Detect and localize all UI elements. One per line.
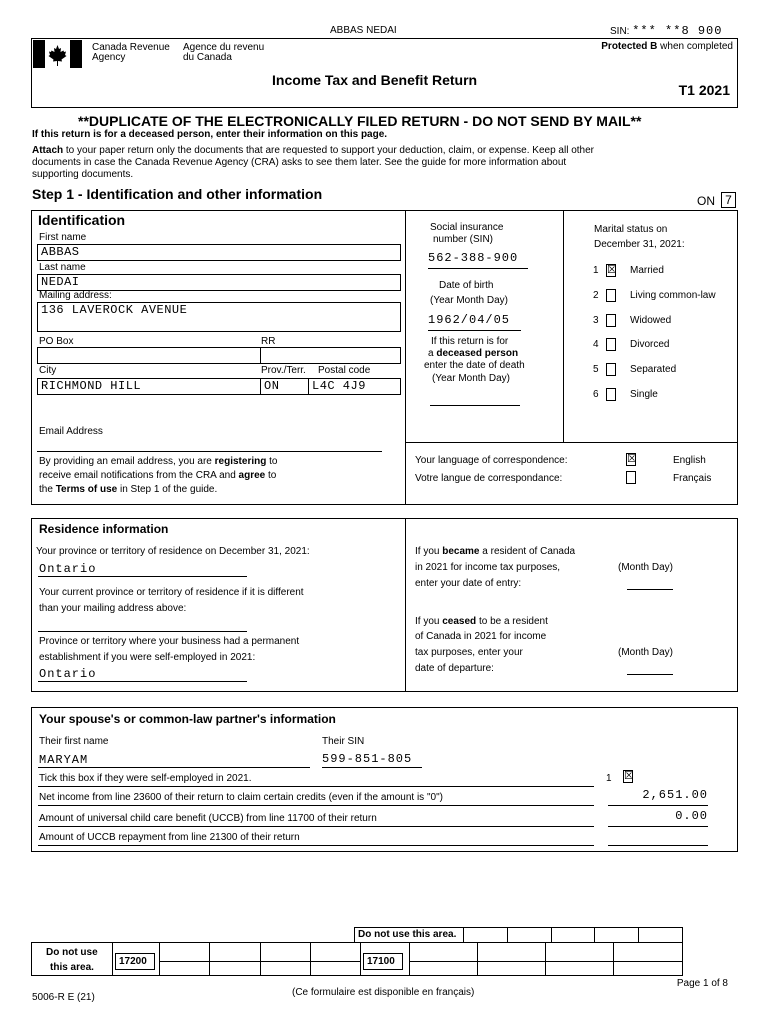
spouse-net-income-label: Net income from line 23600 of their return to claim certain credits (even if the amount is "0") [39,792,443,803]
date-of-departure-field[interactable] [627,674,673,675]
ceased-label-1: If you ceased to be a resident [415,616,548,627]
marital-divider [563,210,564,442]
francais-label: Français [673,473,712,484]
marital-option-checkbox[interactable] [606,338,616,351]
spouse-uccb-label: Amount of universal child care benefit (UCCB) from line 11700 of their return [39,813,377,824]
ceased-label-2: of Canada in 2021 for income [415,631,547,642]
rr-field[interactable] [260,347,401,364]
current-prov-label-1: Your current province or territory of residence if it is different [39,587,304,598]
do-not-use-header-label: Do not use this area. [354,927,464,943]
english-checkbox[interactable]: ☒ [627,453,637,465]
duplicate-banner: **DUPLICATE OF THE ELECTRONICALLY FILED RETURN - DO NOT SEND BY MAIL** [78,113,642,129]
prov-dec31-underline [38,576,247,577]
header-sin [610,24,722,38]
admin-row-2-sep-4 [613,942,614,976]
email-field[interactable] [37,451,382,452]
language-en-prompt: Your language of correspondence: [415,455,568,466]
identification-title: Identification [38,212,126,228]
marital-option-number: 4 [593,339,599,350]
agency-fr-2: du Canada [183,52,232,63]
protected-b-rest: when completed [660,41,733,52]
prov-dec31-label: Your province or territory of residence on December 31, 2021: [36,546,310,557]
prov-dec31-field[interactable]: Ontario [39,562,97,576]
spouse-first-name-underline [38,767,310,768]
spouse-title: Your spouse's or common-law partner's information [39,712,336,726]
province-number: 7 [721,192,736,208]
deceased-label-1: If this return is for [431,336,509,347]
spouse-self-employed-checkbox[interactable]: ☒ [624,770,634,782]
sin-label-2: number (SIN) [433,234,494,245]
english-label: English [673,455,706,466]
residence-title: Residence information [39,522,169,536]
dob-label-2: (Year Month Day) [430,295,508,306]
agency-en-1: Canada Revenue [92,42,170,53]
marital-option-label: Married [630,265,664,276]
last-name-field[interactable]: NEDAI [37,274,401,291]
spouse-first-name-field[interactable]: MARYAM [39,753,89,767]
form-code: T1 2021 [678,82,730,98]
sin-underline [428,268,528,269]
dob-field[interactable]: 1962/04/05 [428,313,511,327]
marital-option-number: 1 [593,265,599,276]
taxpayer-name: ABBAS NEDAI [330,25,397,36]
identification-divider [405,210,406,505]
french-note: (Ce formulaire est disponible en français) [292,987,475,998]
spouse-uccb-field[interactable]: 0.00 [675,809,708,823]
marital-option-label: Widowed [630,315,672,326]
marital-option-checkbox[interactable] [606,289,616,302]
admin-cell-top-1 [463,927,508,943]
form-title: Income Tax and Benefit Return [272,72,478,88]
became-label-2: in 2021 for income tax purposes, [415,562,561,573]
email-label: Email Address [39,426,103,437]
ceased-label-4: date of departure: [415,663,494,674]
do-not-use-label-2: this area. [50,962,94,973]
step1-title: Step 1 - Identification and other information [32,186,323,202]
residence-divider [405,518,406,692]
po-box-field[interactable] [37,347,261,364]
language-fr-prompt: Votre langue de correspondance: [415,473,563,484]
became-label-3: enter your date of entry: [415,578,522,589]
marital-option-label: Living common-law [630,290,716,301]
admin-row-2-sep-2 [477,942,478,976]
deceased-label-4: (Year Month Day) [432,373,510,384]
current-prov-field[interactable] [38,631,247,632]
last-name-label: Last name [39,262,86,273]
prov-field[interactable]: ON [260,378,309,395]
deceased-label-2: a deceased person [428,348,519,359]
do-not-use-label-1: Do not use [46,947,98,958]
marital-option-checkbox[interactable] [606,388,616,401]
sin-label-1: Social insurance [430,222,504,233]
rr-label: RR [261,336,276,347]
mailing-address-label: Mailing address: [39,290,112,301]
spouse-row-line-2 [38,805,594,806]
spouse-self-employed-label: Tick this box if they were self-employed in 2021. [39,773,252,784]
admin-cell-top-3 [551,927,595,943]
header-sin-label: SIN: [610,26,630,37]
spouse-uccb-underline [608,826,708,827]
ceased-label-3: tax purposes, enter your [415,647,523,658]
spouse-self-employed-num: 1 [606,773,612,784]
marital-option-label: Separated [630,364,677,375]
admin-row-2-mid [409,961,683,962]
admin-row-1-sep-2 [209,942,210,976]
email-note-3: the Terms of use in Step 1 of the guide. [39,484,218,495]
became-label-1: If you became a resident of Canada [415,546,576,557]
spouse-net-income-underline [608,805,708,806]
sin-field[interactable]: 562-388-900 [428,251,519,265]
canada-flag-icon [33,40,82,68]
spouse-row-line-4 [38,845,594,846]
spouse-sin-label: Their SIN [322,736,365,747]
marital-option-checkbox[interactable]: ☒ [607,264,617,276]
code-17200-box: 17200 [115,953,155,970]
marital-option-checkbox[interactable] [606,363,616,376]
prov-label: Prov./Terr. [261,365,306,376]
marital-option-number: 2 [593,290,599,301]
admin-row-1-mid [159,961,361,962]
spouse-row-line-3 [38,826,594,827]
business-prov-underline [38,681,247,682]
deceased-note: If this return is for a deceased person, enter their information on this page. [32,129,388,140]
marital-option-label: Divorced [630,339,670,350]
admin-row-1-sep-4 [310,942,311,976]
po-box-label: PO Box [39,336,74,347]
date-of-entry-field[interactable] [627,589,673,590]
mailing-address-field[interactable]: 136 LAVEROCK AVENUE [37,302,401,332]
spouse-sin-underline [322,767,422,768]
postal-code-field[interactable]: L4C 4J9 [308,378,401,395]
city-label: City [39,365,57,376]
spouse-uccb-repay-underline [608,845,708,846]
email-note-1: By providing an email address, you are registering to [39,456,278,467]
attach-text-1: to your paper return only the documents that are requested to support your deduction, claim, or expense. Keep all other [63,145,594,156]
form-number: 5006-R E (21) [32,992,95,1003]
protected-b-bold: Protected B [601,41,658,52]
admin-row-1-sep-1 [159,942,160,976]
admin-cell-top-5 [638,927,683,943]
email-note-2: receive email notifications from the CRA and agree to [39,470,277,481]
attach-line-2: documents in case the Canada Revenue Agency (CRA) asks to see them later. See the guide for more information about [32,157,567,168]
current-prov-label-2: than your mailing address above: [39,603,187,614]
business-label-2: establishment if you were self-employed in 2021: [39,652,256,663]
attach-line-1 [32,145,594,156]
marital-label-2: December 31, 2021: [594,239,685,250]
marital-option-checkbox[interactable] [606,314,616,327]
dob-underline [428,330,521,331]
spouse-net-income-field[interactable]: 2,651.00 [642,788,708,802]
deceased-label-3: enter the date of death [424,360,525,371]
code-17100-box: 17100 [363,953,403,970]
admin-cell-top-4 [594,927,639,943]
dob-label-1: Date of birth [439,280,494,291]
spouse-first-name-label: Their first name [39,736,109,747]
page-number: Page 1 of 8 [676,978,728,989]
header-sin-masked: *** **8 900 [632,24,723,38]
marital-option-label: Single [630,389,658,400]
admin-row-2-sep-1 [409,942,410,976]
admin-row-1-sep-3 [260,942,261,976]
francais-checkbox[interactable] [626,471,636,484]
protected-b [601,41,733,52]
city-field[interactable]: RICHMOND HILL [37,378,261,395]
first-name-field[interactable]: ABBAS [37,244,401,261]
marital-label-1: Marital status on [594,224,668,235]
business-label-1: Province or territory where your business had a permanent [39,636,300,647]
agency-fr-1: Agence du revenu [183,42,265,53]
postal-label: Postal code [318,365,371,376]
spouse-row-line-1 [38,786,594,787]
date-of-death-field[interactable] [430,405,520,406]
admin-row-2-sep-3 [545,942,546,976]
month-day-label-2: (Month Day) [618,647,674,658]
spouse-uccb-repay-label: Amount of UCCB repayment from line 21300 of their return [39,832,300,843]
spouse-sin-field[interactable]: 599-851-805 [322,752,413,766]
marital-option-number: 6 [593,389,599,400]
agency-en-2: Agency [92,52,126,63]
first-name-label: First name [39,232,87,243]
month-day-label-1: (Month Day) [618,562,674,573]
language-divider [405,442,738,443]
marital-option-number: 3 [593,315,599,326]
marital-option-number: 5 [593,364,599,375]
attach-line-3: supporting documents. [32,169,134,180]
business-prov-field[interactable]: Ontario [39,667,97,681]
attach-bold: Attach [32,145,64,156]
admin-cell-top-2 [507,927,552,943]
province-code: ON [697,194,715,208]
